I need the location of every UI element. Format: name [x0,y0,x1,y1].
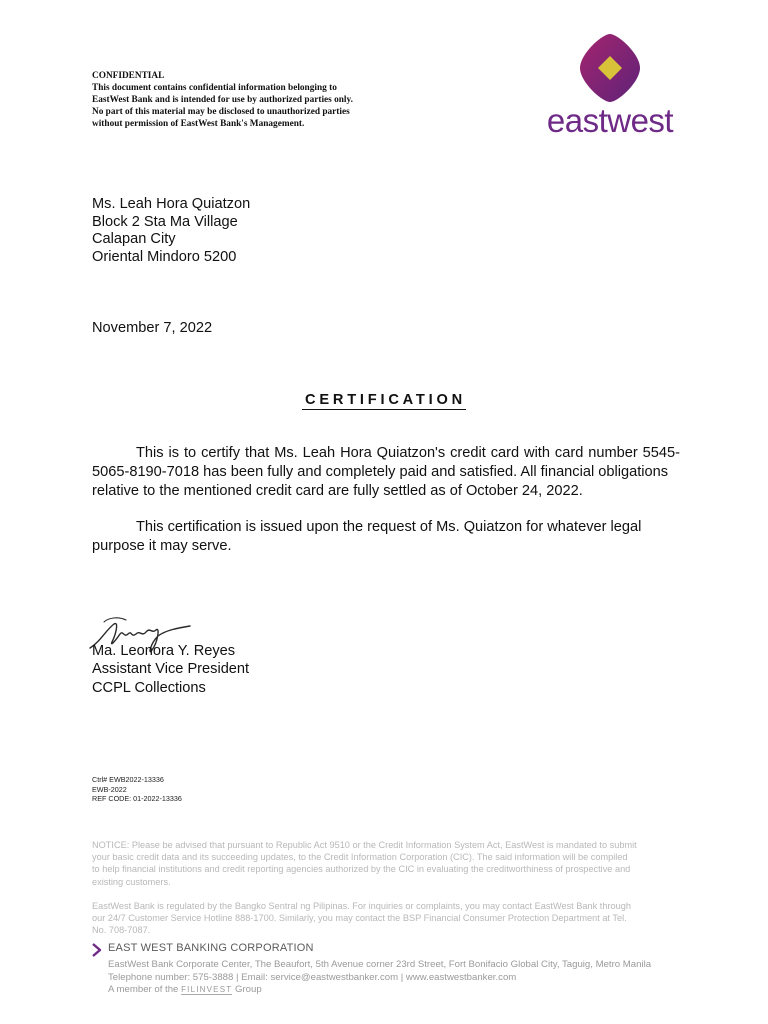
bsp-notice [92,900,680,937]
reference-codes [92,775,182,804]
notice-line: to help financial institutions and credit reporting agencies authorized by the CIC in evaluating the creditworthiness of prospective and [92,864,631,875]
signatory-name: Ma. Leonora Y. Reyes [92,643,236,659]
purpose-paragraph [92,518,680,556]
notice-line: EastWest Bank is regulated by the Bangko Sentral ng Pilipinas. For inquiries or complaints, you may contact EastWest Bank through [92,901,631,911]
signatory-department: CCPL Collections [92,679,206,696]
signatory-block [92,642,249,697]
notice-line: our 24/7 Customer Service Hotline 888-1700. Similarly, you may contact the BSP Financial Consumer Protection Department at Tel. [92,913,627,924]
eastwest-gem-icon [540,28,680,108]
cic-notice [92,839,680,888]
document-title [0,392,768,408]
notice-line: No. 708-7087. [92,925,151,936]
eastwest-logo [540,28,680,140]
eastwest-wordmark: eastwest [546,102,674,139]
paragraph-line: relative to the mentioned credit card are fully settled as of October 24, 2022. [92,482,583,499]
title-text: CERTIFICATION [302,392,466,410]
recipient-name: Ms. Leah Hora Quiatzon [92,196,251,212]
address-line: Block 2 Sta Ma Village [92,213,238,230]
paragraph-line: 5065-8190-7018 has been fully and completely paid and satisfied. All financial obligations [92,463,669,480]
notice-line: existing customers. [92,876,171,887]
control-number: Ctrl# EWB2022-13336 [92,775,164,784]
recipient-address [92,196,250,266]
address-line: Oriental Mindoro 5200 [92,248,237,265]
paragraph-line: This is to certify that Ms. Leah Hora Quiatzon's credit card with card number 5545- [136,445,680,461]
member-prefix: A member of the [108,984,179,996]
notice-line: NOTICE: Please be advised that pursuant to Republic Act 9510 or the Credit Information System Act, EastWest is mandated to submit [92,840,637,850]
paragraph-line: This certification is issued upon the request of Ms. Quiatzon for whatever legal [136,519,642,535]
confidential-line: This document contains confidential information belonging to [92,83,337,93]
corporate-address: EastWest Bank Corporate Center, The Beaufort, 5th Avenue corner 23rd Street, Fort Bonifacio Global City, Taguig, Metro Manila [108,959,652,970]
corporate-contact: Telephone number: 575-3888 | Email: service@eastwestbanker.com | www.eastwestbanker.com [108,971,517,983]
confidential-line: without permission of EastWest Bank's Management. [92,119,305,129]
confidential-line: EastWest Bank and is intended for use by authorized parties only. [92,95,353,105]
corporate-details [108,959,651,997]
certification-paragraph [92,444,680,500]
confidential-notice [92,70,392,130]
confidential-line: No part of this material may be disclosed to unauthorized parties [92,107,350,117]
address-line: Calapan City [92,231,176,248]
confidential-heading: CONFIDENTIAL [92,71,165,81]
group-membership [108,984,651,997]
paragraph-line: purpose it may serve. [92,537,232,554]
signatory-position: Assistant Vice President [92,661,250,678]
letter-date: November 7, 2022 [92,320,213,336]
notice-line: your basic credit data and its succeeding updates, to the Credit Information Corporation (CIC). The said information will be compiled [92,852,628,863]
member-suffix: Group [235,984,262,996]
chevron-right-icon [92,943,102,957]
corporation-name: EAST WEST BANKING CORPORATION [108,942,314,954]
ref-code: REF CODE: 01-2022-13336 [92,794,182,804]
filinvest-wordmark: FILINVEST [181,985,233,995]
ewb-code: EWB-2022 [92,784,127,794]
